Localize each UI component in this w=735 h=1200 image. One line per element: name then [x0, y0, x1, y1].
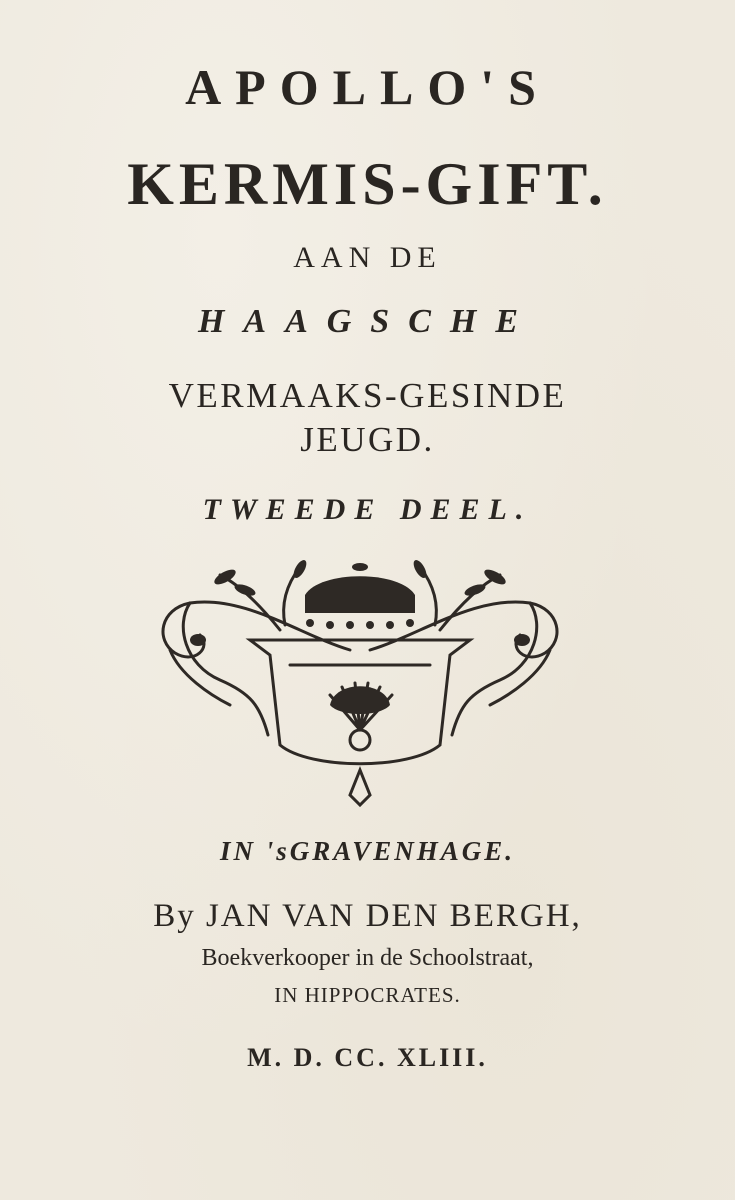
imprint-printer: By JAN VAN DEN BERGH, — [153, 898, 582, 934]
imprint-address: Boekverkooper in de Schoolstraat, — [201, 945, 534, 971]
volume-label: TWEEDE DEEL. — [202, 493, 533, 526]
dedication-line-4: JEUGD. — [300, 420, 435, 459]
imprint-sign: IN HIPPOCRATES. — [274, 983, 461, 1007]
title-line-2: KERMIS-GIFT. — [127, 151, 608, 217]
dedication-line-3: VERMAAKS-GESINDE — [168, 376, 567, 415]
title-line-1: APOLLO'S — [185, 59, 550, 115]
dedication-line-1: AAN DE — [293, 241, 442, 274]
dedication-line-2: HAAGSCHE — [197, 303, 538, 340]
publication-year: M. D. CC. XLIII. — [247, 1043, 488, 1072]
imprint-place: IN 'sGRAVENHAGE. — [219, 836, 516, 866]
baroque-vignette-ornament-icon — [150, 555, 570, 810]
